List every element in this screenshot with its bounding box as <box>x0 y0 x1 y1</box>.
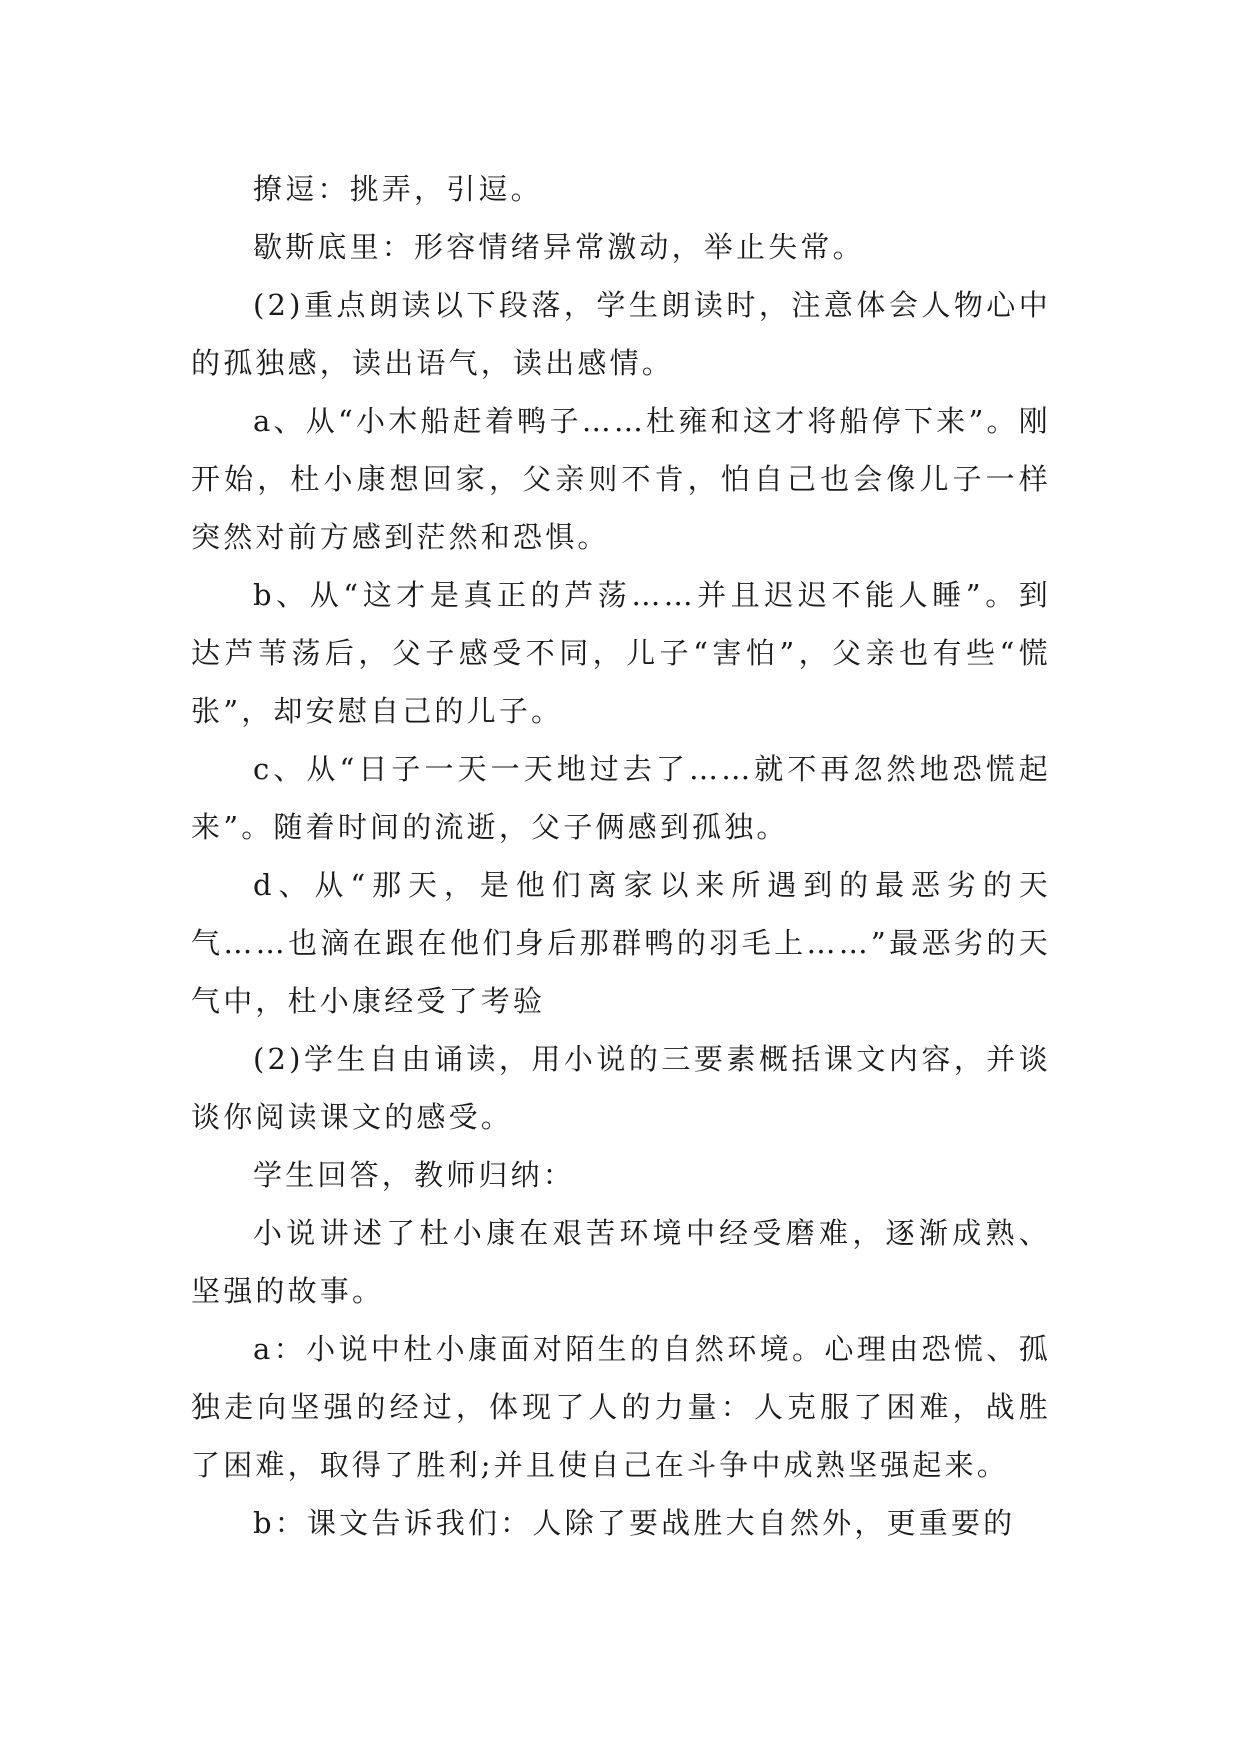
instruction-reading-focus: (2)重点朗读以下段落，学生朗读时，注意体会人物心中的孤独感，读出语气，读出感情。 <box>191 288 1051 380</box>
summary-point-a: a：小说中杜小康面对陌生的自然环境。心理由恐慌、孤独走向坚强的经过，体现了人的力量：人克服了困难，战胜了困难，取得了胜利;并且使自己在斗争中成熟坚强起来。 <box>191 1332 1051 1482</box>
summary-story: 小说讲述了杜小康在艰苦环境中经受磨难，逐渐成熟、坚强的故事。 <box>191 1216 1051 1308</box>
definition-liaodou: 撩逗：挑弄，引逗。 <box>253 172 543 206</box>
passage-item-b: b、从“这才是真正的芦荡……并且迟迟不能人睡”。到达芦苇荡后，父子感受不同，儿子“害怕”，父亲也有些“慌张”，却安慰自己的儿子。 <box>191 578 1051 728</box>
summary-heading: 学生回答，教师归纳： <box>253 1158 576 1192</box>
definition-xiesidili: 歇斯底里：形容情绪异常激动，举止失常。 <box>253 230 865 264</box>
document-body <box>191 160 1051 1552</box>
passage-item-d: d、从“那天，是他们离家以来所遇到的最恶劣的天气……也滴在跟在他们身后那群鸭的羽毛上……”最恶劣的天气中，杜小康经受了考验 <box>191 868 1051 1018</box>
passage-item-c: c、从“日子一天一天地过去了……就不再忽然地恐慌起来”。随着时间的流逝，父子俩感到孤独。 <box>191 752 1051 844</box>
passage-item-a: a、从“小木船赶着鸭子……杜雍和这才将船停下来”。刚开始，杜小康想回家，父亲则不肯，怕自己也会像儿子一样突然对前方感到茫然和恐惧。 <box>191 404 1051 554</box>
summary-point-b: b：课文告诉我们：人除了要战胜大自然外，更重要的 <box>253 1506 1016 1540</box>
instruction-free-reading: (2)学生自由诵读，用小说的三要素概括课文内容，并谈谈你阅读课文的感受。 <box>191 1042 1051 1134</box>
